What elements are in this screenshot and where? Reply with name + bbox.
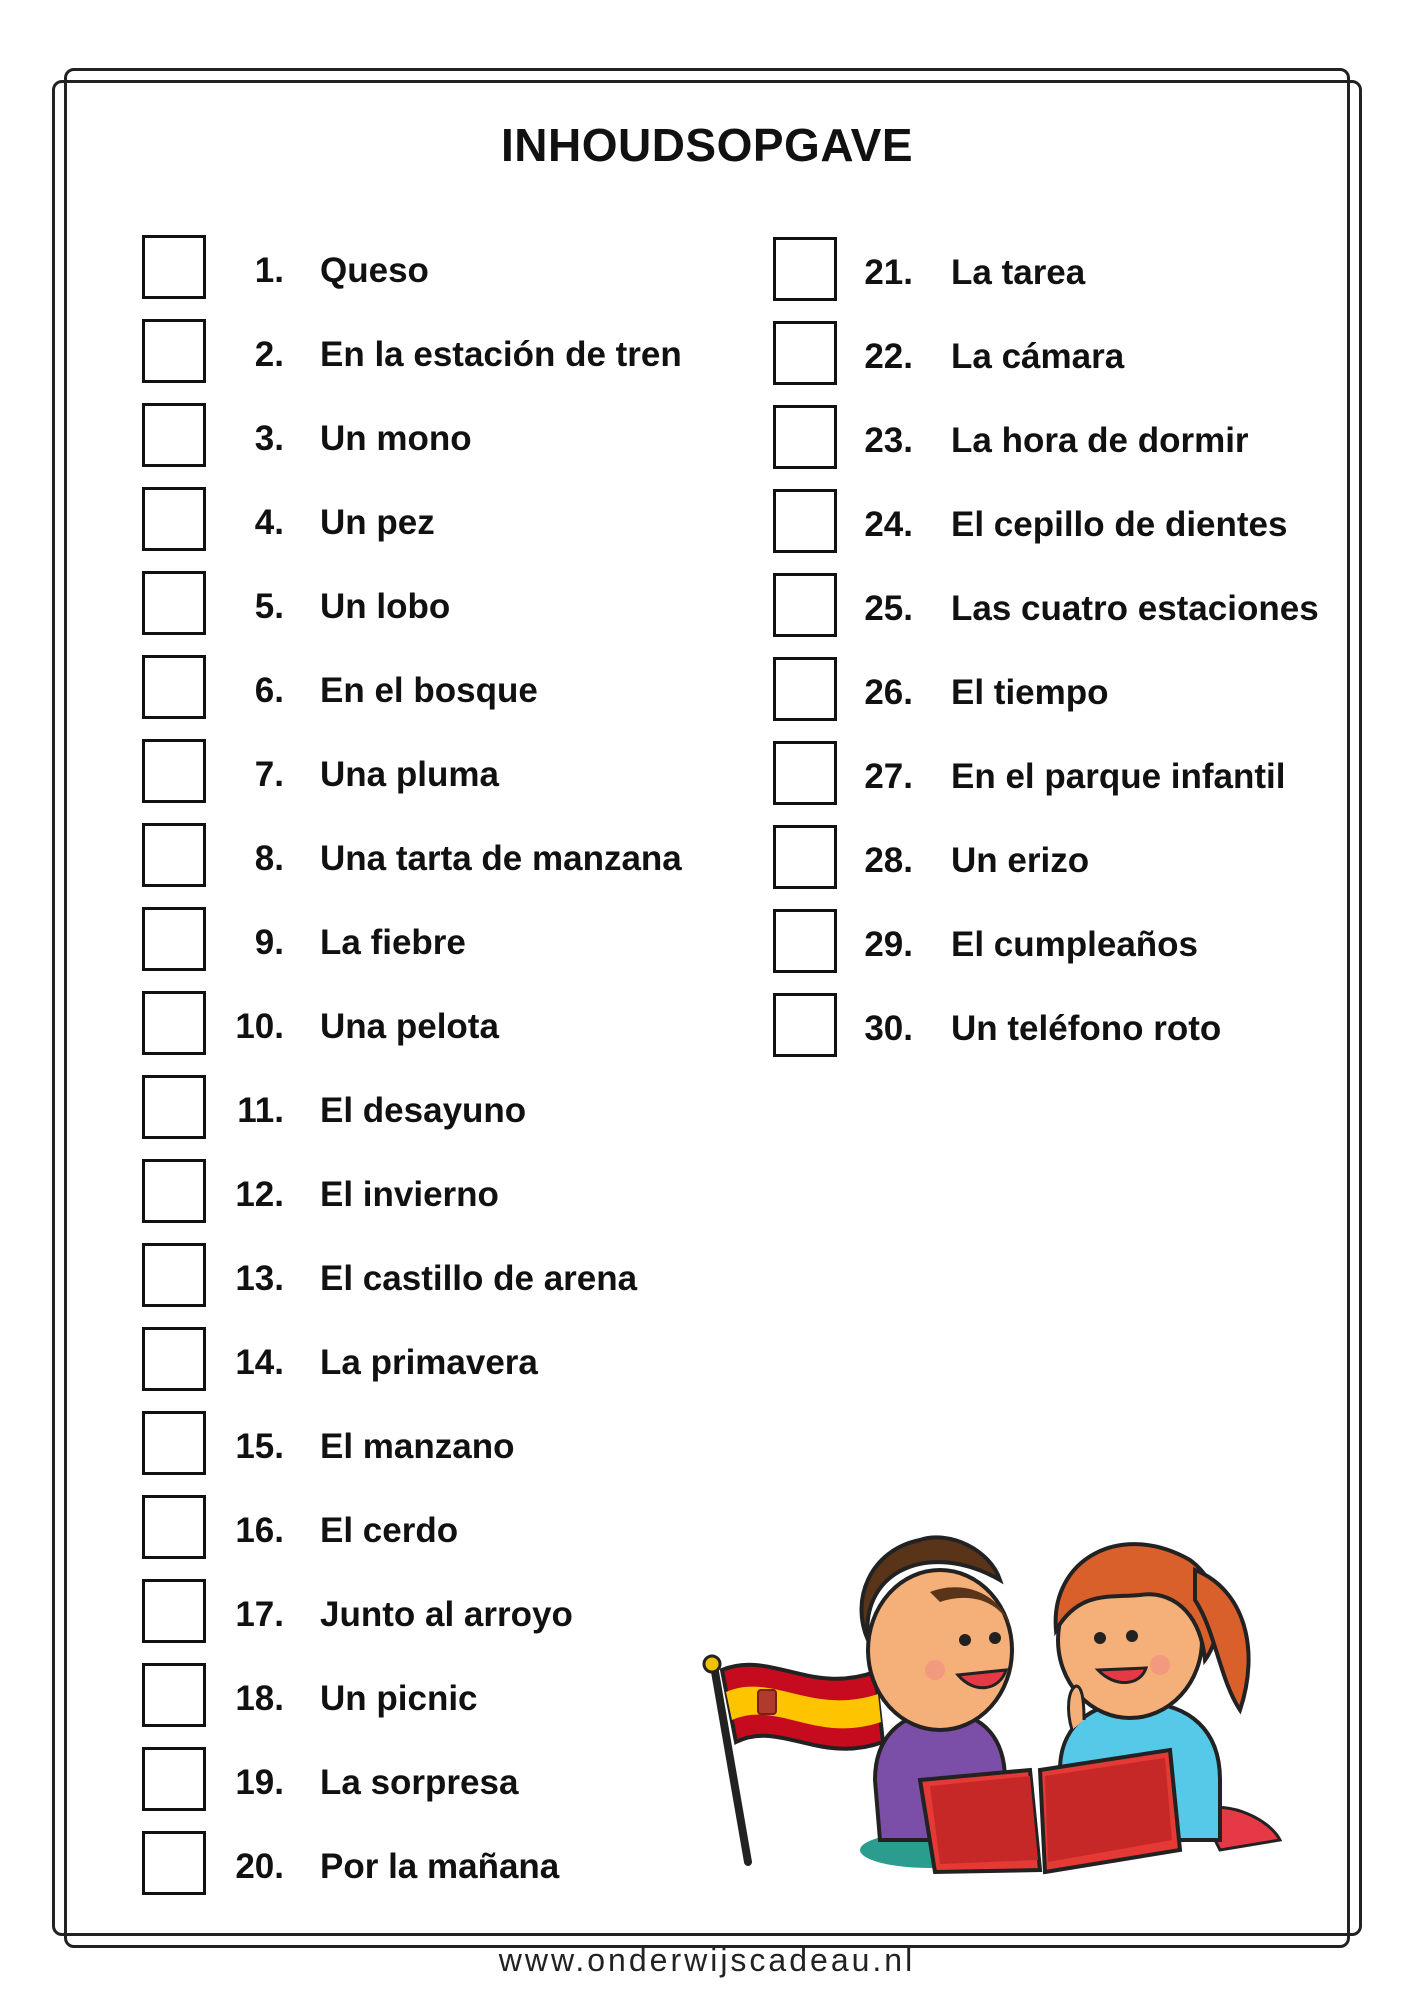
item-number: 3. [254,419,284,458]
spanish-flag-icon [704,1656,883,1862]
item-number: 28. [864,841,913,880]
checkbox[interactable] [142,403,206,467]
item-label: El castillo de arena [320,1259,638,1298]
checkbox[interactable] [142,991,206,1055]
item-label: Un teléfono roto [951,1009,1222,1048]
children-reading-illustration [700,1480,1300,1880]
checkbox[interactable] [142,1495,206,1559]
checkbox[interactable] [773,405,837,469]
checkbox[interactable] [142,571,206,635]
item-number: 8. [254,839,284,878]
checkbox[interactable] [142,235,206,299]
checkbox[interactable] [773,909,837,973]
footer-url: www.onderwijscadeau.nl [498,1942,916,1978]
item-number: 2. [254,335,284,374]
checkbox[interactable] [142,1831,206,1895]
item-number: 5. [254,587,284,626]
item-label: El tiempo [951,673,1109,712]
item-label: La hora de dormir [951,421,1249,460]
checkbox[interactable] [142,907,206,971]
checkbox[interactable] [773,237,837,301]
item-number: 25. [864,589,913,628]
item-label: En la estación de tren [320,335,682,374]
item-number: 20. [235,1847,284,1886]
item-label: Una pluma [320,755,499,794]
checkbox[interactable] [142,1327,206,1391]
item-label: Un mono [320,419,472,458]
item-number: 15. [235,1427,284,1466]
item-label: En el parque infantil [951,757,1286,796]
item-label: Un lobo [320,587,451,626]
item-number: 16. [235,1511,284,1550]
item-number: 13. [235,1259,284,1298]
item-label: Una tarta de manzana [320,839,682,878]
item-label: El invierno [320,1175,499,1214]
item-label: Un pez [320,503,435,542]
item-label: La tarea [951,253,1086,292]
item-number: 4. [254,503,284,542]
checkbox[interactable] [773,573,837,637]
checkbox[interactable] [142,655,206,719]
item-label: Las cuatro estaciones [951,589,1319,628]
checkbox[interactable] [142,1243,206,1307]
item-label: El cepillo de dientes [951,505,1288,544]
checkbox[interactable] [773,993,837,1057]
checkbox[interactable] [773,741,837,805]
item-label: Por la mañana [320,1847,560,1886]
checkbox[interactable] [773,657,837,721]
checkbox[interactable] [142,1579,206,1643]
page-title: INHOUDSOPGAVE [500,119,914,171]
checkbox[interactable] [142,1075,206,1139]
item-label: En el bosque [320,671,538,710]
item-number: 29. [864,925,913,964]
item-label: El desayuno [320,1091,527,1130]
item-label: La sorpresa [320,1763,519,1802]
checkbox[interactable] [142,1411,206,1475]
item-number: 19. [235,1763,284,1802]
checkbox[interactable] [142,823,206,887]
item-number: 17. [235,1595,284,1634]
checkbox[interactable] [142,319,206,383]
item-label: El manzano [320,1427,515,1466]
item-label: Junto al arroyo [320,1595,573,1634]
item-number: 22. [864,337,913,376]
checkbox[interactable] [773,321,837,385]
item-number: 21. [864,253,913,292]
item-label: El cumpleaños [951,925,1199,964]
checkbox[interactable] [773,825,837,889]
checkbox[interactable] [142,1747,206,1811]
item-label: Queso [320,251,429,290]
item-number: 26. [864,673,913,712]
checkbox[interactable] [773,489,837,553]
item-number: 7. [254,755,284,794]
checkbox[interactable] [142,1159,206,1223]
item-number: 6. [254,671,284,710]
item-number: 11. [237,1091,284,1130]
item-label: La fiebre [320,923,466,962]
item-number: 23. [864,421,913,460]
item-number: 9. [254,923,284,962]
checkbox[interactable] [142,487,206,551]
item-label: Un erizo [951,841,1090,880]
item-label: Un picnic [320,1679,478,1718]
item-label: La cámara [951,337,1125,376]
item-label: Una pelota [320,1007,499,1046]
checkbox[interactable] [142,1663,206,1727]
item-number: 1. [254,251,284,290]
item-label: La primavera [320,1343,538,1382]
item-number: 18. [235,1679,284,1718]
item-number: 24. [864,505,913,544]
item-label: El cerdo [320,1511,459,1550]
item-number: 30. [864,1009,913,1048]
item-number: 12. [235,1175,284,1214]
item-number: 14. [235,1343,284,1382]
item-number: 27. [864,757,913,796]
checkbox[interactable] [142,739,206,803]
item-number: 10. [235,1007,284,1046]
